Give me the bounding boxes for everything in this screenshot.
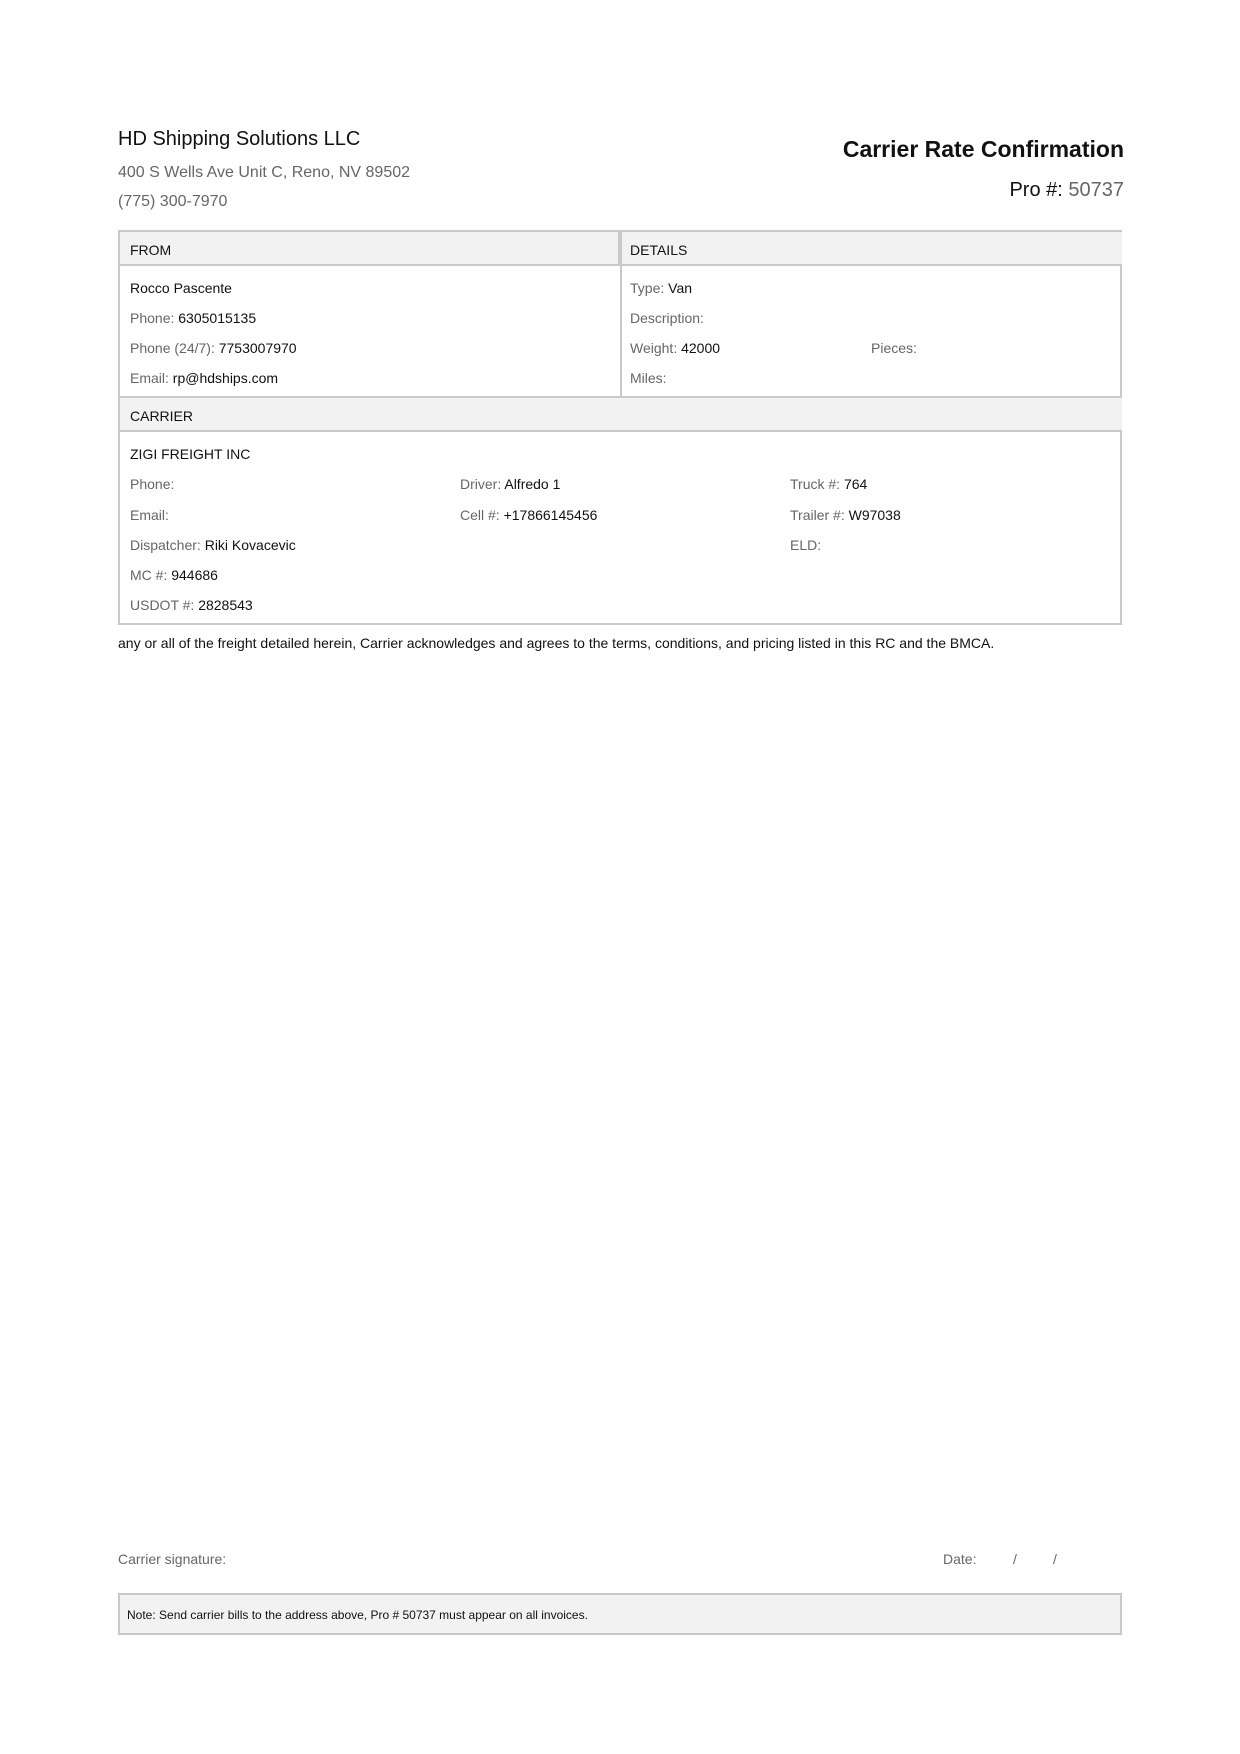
from-email-label: Email:	[130, 370, 169, 386]
details-pieces-label: Pieces:	[871, 340, 917, 356]
carrier-truck-label: Truck #:	[790, 476, 841, 492]
details-type-value: Van	[668, 280, 693, 296]
carrier-truck	[790, 476, 867, 492]
carrier-eld-label: ELD:	[790, 537, 822, 553]
pro-label: Pro #:	[1009, 179, 1063, 201]
details-miles-label: Miles:	[630, 370, 667, 386]
company-phone: (775) 300-7970	[118, 193, 228, 210]
carrier-trailer	[790, 507, 901, 523]
carrier-table	[118, 396, 1122, 625]
terms-text: any or all of the freight detailed herein, Carrier acknowledges and agrees to the terms, conditions, and pricing listed in this RC and the BMCA.	[118, 635, 995, 651]
company-name: HD Shipping Solutions LLC	[118, 128, 361, 150]
date-separator-1: /	[1013, 1551, 1017, 1567]
carrier-driver-label: Driver:	[460, 476, 502, 492]
details-pieces	[871, 340, 917, 356]
from-phone-label: Phone:	[130, 310, 175, 326]
carrier-mc	[130, 567, 218, 583]
carrier-phone	[130, 476, 174, 492]
from-email	[130, 370, 278, 386]
carrier-eld	[790, 537, 821, 553]
carrier-cell-value: +17866145456	[503, 507, 598, 523]
details-heading: DETAILS	[620, 232, 1122, 266]
date-label: Date:	[943, 1551, 977, 1567]
details-description	[630, 310, 704, 326]
carrier-mc-value: 944686	[171, 567, 218, 583]
carrier-dispatcher-value: Riki Kovacevic	[204, 537, 296, 553]
carrier-driver-value: Alfredo 1	[504, 476, 561, 492]
carrier-dispatcher-label: Dispatcher:	[130, 537, 201, 553]
carrier-signature-label: Carrier signature:	[118, 1551, 227, 1567]
pro-number-line	[1009, 179, 1124, 202]
carrier-email	[130, 507, 169, 523]
carrier-usdot-label: USDOT #:	[130, 597, 195, 613]
carrier-dispatcher	[130, 537, 296, 553]
carrier-mc-label: MC #:	[130, 567, 168, 583]
from-phone-value: 6305015135	[178, 310, 257, 326]
date-separator-2: /	[1053, 1551, 1057, 1567]
from-email-value: rp@hdships.com	[172, 370, 279, 386]
from-name: Rocco Pascente	[130, 280, 232, 296]
carrier-email-label: Email:	[130, 507, 169, 523]
carrier-cell-label: Cell #:	[460, 507, 500, 523]
carrier-trailer-value: W97038	[848, 507, 901, 523]
carrier-heading: CARRIER	[120, 398, 1122, 432]
carrier-trailer-label: Trailer #:	[790, 507, 845, 523]
details-description-label: Description:	[630, 310, 704, 326]
document-title: Carrier Rate Confirmation	[842, 136, 1124, 162]
carrier-truck-value: 764	[843, 476, 868, 492]
column-divider	[620, 232, 622, 396]
carrier-cell	[460, 507, 597, 523]
from-details-table	[118, 230, 1122, 398]
carrier-name: ZIGI FREIGHT INC	[130, 446, 251, 462]
details-type-label: Type:	[630, 280, 665, 296]
carrier-usdot-value: 2828543	[198, 597, 253, 613]
from-heading: FROM	[120, 232, 620, 266]
company-address: 400 S Wells Ave Unit C, Reno, NV 89502	[118, 164, 411, 181]
pro-number: 50737	[1068, 179, 1124, 201]
carrier-usdot	[130, 597, 253, 613]
from-phone-247	[130, 340, 297, 356]
carrier-driver	[460, 476, 560, 492]
details-type	[630, 280, 692, 296]
details-miles	[630, 370, 667, 386]
details-weight-value: 42000	[681, 340, 721, 356]
from-phone-247-value: 7753007970	[218, 340, 297, 356]
invoice-note: Note: Send carrier bills to the address above, Pro # 50737 must appear on all invoices.	[118, 1593, 1122, 1635]
from-phone-247-label: Phone (24/7):	[130, 340, 215, 356]
rate-confirmation-page	[118, 0, 1124, 1754]
carrier-phone-label: Phone:	[130, 476, 175, 492]
from-phone	[130, 310, 256, 326]
details-weight	[630, 340, 720, 356]
details-weight-label: Weight:	[630, 340, 678, 356]
